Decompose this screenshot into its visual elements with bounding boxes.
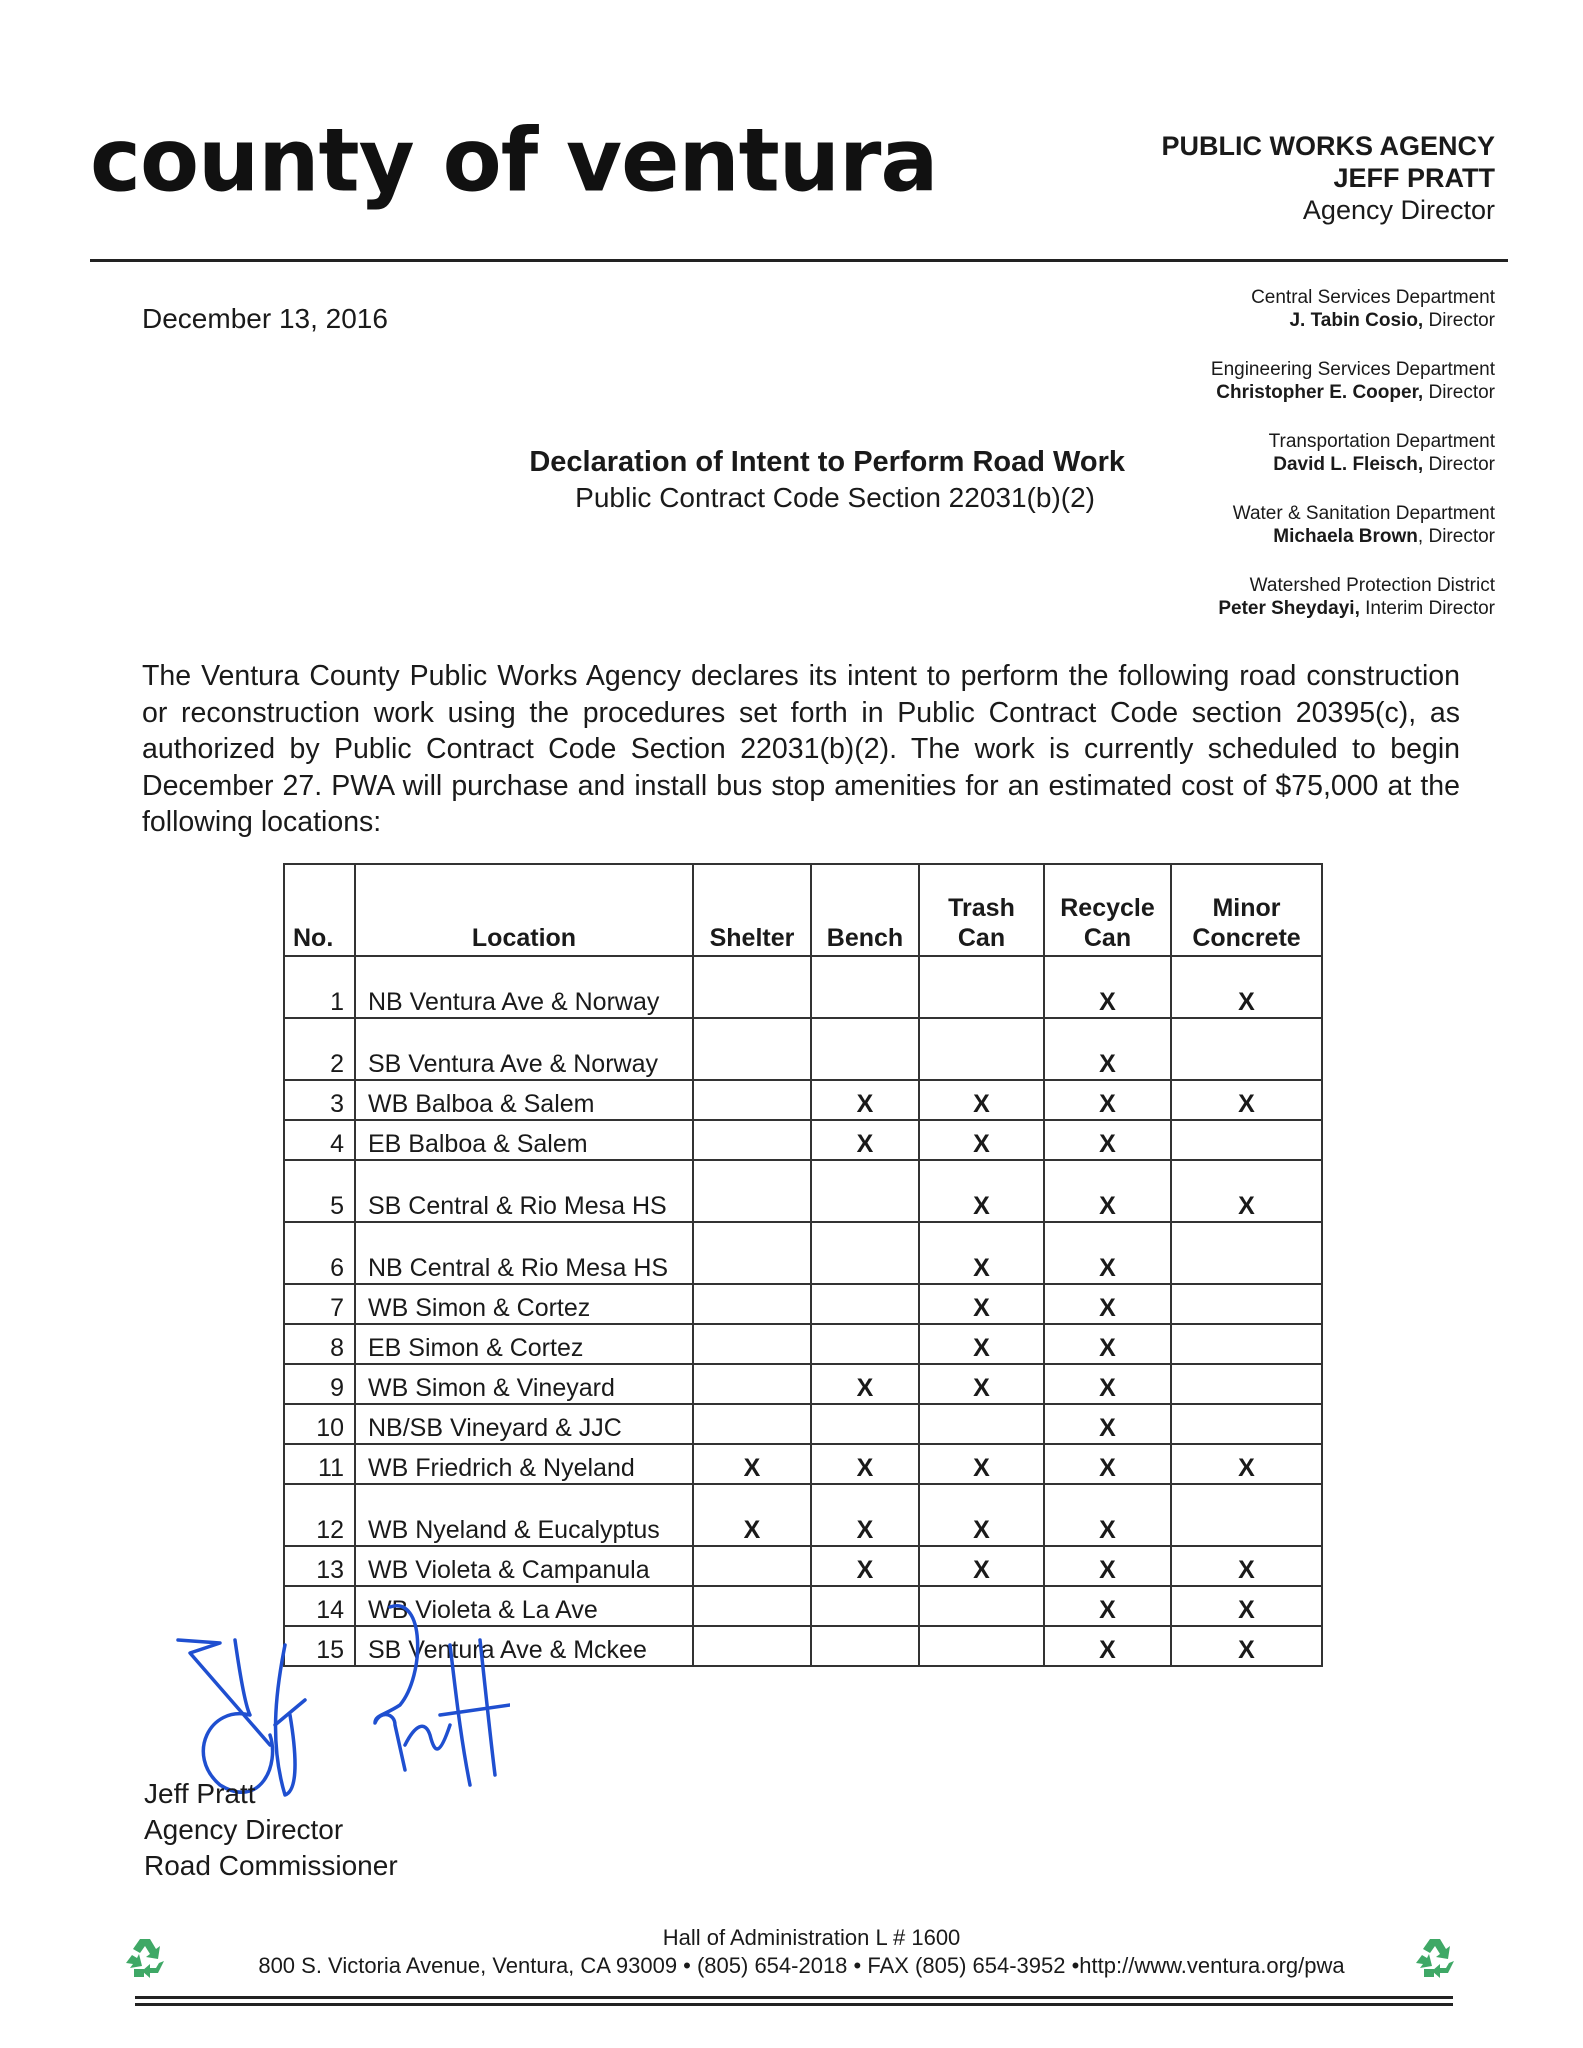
cell-recycle: X (1044, 1484, 1171, 1546)
table-row (284, 1484, 1322, 1546)
cell-minor: X (1171, 1444, 1322, 1484)
cell-shelter (693, 1284, 811, 1324)
cell-minor (1171, 1364, 1322, 1404)
cell-minor: X (1171, 1080, 1322, 1120)
agency-director-name: JEFF PRATT (1333, 163, 1495, 193)
table-row (284, 1364, 1322, 1404)
footer-divider (135, 2003, 1453, 2006)
cell-recycle: X (1044, 1284, 1171, 1324)
director-title: Director (1423, 454, 1495, 475)
agency-director-title: Agency Director (1302, 195, 1495, 225)
cell-trash (919, 1626, 1044, 1666)
cell-bench (811, 1324, 919, 1364)
director-title: , Director (1417, 526, 1495, 547)
row-location: WB Balboa & Salem (355, 1080, 693, 1120)
cell-recycle: X (1044, 1626, 1171, 1666)
signer-name: Jeff Pratt (144, 1778, 256, 1809)
cell-minor (1171, 1018, 1322, 1080)
footer-address: 800 S. Victoria Avenue, Ventura, CA 93009 • (805) 654-2018 • FAX (805) 654-3952 •http://www.ventura.org/pwa (258, 1953, 1345, 1978)
row-location: WB Friedrich & Nyeland (355, 1444, 693, 1484)
cell-trash (919, 1404, 1044, 1444)
department-entry (1211, 574, 1495, 620)
table-row (284, 1018, 1322, 1080)
header-bench: Bench (811, 864, 919, 956)
director-name: Peter Sheydayi, (1218, 598, 1360, 619)
cell-recycle: X (1044, 1364, 1171, 1404)
row-number: 6 (284, 1222, 355, 1284)
cell-trash: X (919, 1444, 1044, 1484)
header-trash-line2: Can (957, 924, 1006, 952)
table-row (284, 956, 1322, 1018)
row-location: EB Balboa & Salem (355, 1120, 693, 1160)
row-number: 12 (284, 1484, 355, 1546)
amenities-table (283, 863, 1323, 1667)
department-entry (1211, 286, 1495, 332)
cell-shelter (693, 1626, 811, 1666)
table-row (284, 1444, 1322, 1484)
cell-recycle: X (1044, 1404, 1171, 1444)
row-number: 13 (284, 1546, 355, 1586)
cell-trash: X (919, 1484, 1044, 1546)
row-location: SB Ventura Ave & Mckee (355, 1626, 693, 1666)
cell-bench (811, 1284, 919, 1324)
header-location: Location (355, 864, 693, 956)
cell-shelter: X (693, 1444, 811, 1484)
cell-recycle: X (1044, 1080, 1171, 1120)
cell-shelter (693, 1080, 811, 1120)
row-location: NB Central & Rio Mesa HS (355, 1222, 693, 1284)
row-number: 3 (284, 1080, 355, 1120)
cell-shelter (693, 1018, 811, 1080)
cell-recycle: X (1044, 1018, 1171, 1080)
cell-minor (1171, 1324, 1322, 1364)
table-row (284, 1080, 1322, 1120)
director-title: Interim Director (1359, 598, 1495, 619)
cell-recycle: X (1044, 956, 1171, 1018)
cell-minor: X (1171, 1160, 1322, 1222)
director-title: Director (1423, 310, 1495, 331)
director-name: Michaela Brown (1273, 526, 1418, 547)
cell-recycle: X (1044, 1444, 1171, 1484)
cell-trash: X (919, 1364, 1044, 1404)
row-location: SB Ventura Ave & Norway (355, 1018, 693, 1080)
row-number: 1 (284, 956, 355, 1018)
cell-bench (811, 956, 919, 1018)
cell-minor (1171, 1404, 1322, 1444)
cell-bench: X (811, 1546, 919, 1586)
cell-bench (811, 1626, 919, 1666)
header-shelter: Shelter (693, 864, 811, 956)
department-name: Transportation Department (1268, 431, 1495, 452)
cell-minor (1171, 1222, 1322, 1284)
header-minor-line2: Concrete (1192, 924, 1301, 952)
signer-block (144, 1776, 398, 1884)
cell-bench (811, 1404, 919, 1444)
header-recycle-line1: Recycle (1060, 894, 1155, 922)
cell-trash: X (919, 1080, 1044, 1120)
department-name: Water & Sanitation Department (1232, 503, 1495, 524)
cell-recycle: X (1044, 1120, 1171, 1160)
row-number: 15 (284, 1626, 355, 1666)
row-location: WB Simon & Vineyard (355, 1364, 693, 1404)
director-name: David L. Fleisch, (1273, 454, 1424, 475)
header-minor-concrete (1171, 864, 1322, 956)
county-logo: county of ventura (90, 110, 938, 212)
agency-block (1161, 130, 1495, 226)
department-entry (1211, 430, 1495, 476)
cell-shelter (693, 1404, 811, 1444)
row-number: 9 (284, 1364, 355, 1404)
row-number: 14 (284, 1586, 355, 1626)
table-row (284, 1120, 1322, 1160)
cell-minor: X (1171, 1586, 1322, 1626)
header-minor-line1: Minor (1212, 894, 1281, 922)
header-recycle-line2: Can (1083, 924, 1132, 952)
cell-recycle: X (1044, 1324, 1171, 1364)
table-row (284, 1324, 1322, 1364)
cell-minor: X (1171, 956, 1322, 1018)
department-name: Watershed Protection District (1249, 575, 1495, 596)
cell-shelter (693, 1364, 811, 1404)
cell-recycle: X (1044, 1586, 1171, 1626)
director-title: Director (1423, 382, 1495, 403)
row-location: SB Central & Rio Mesa HS (355, 1160, 693, 1222)
header-trash-line1: Trash (948, 894, 1015, 922)
cell-shelter (693, 1222, 811, 1284)
director-name: Christopher E. Cooper, (1216, 382, 1424, 403)
signer-title-2: Road Commissioner (144, 1850, 398, 1881)
row-location: NB/SB Vineyard & JJC (355, 1404, 693, 1444)
cell-bench (811, 1222, 919, 1284)
table-row (284, 1160, 1322, 1222)
body-paragraph: The Ventura County Public Works Agency declares its intent to perform the following road construction or reconstruction work using the procedures set forth in Public Contract Code section 20395(c), as authorized by Public Contract Code Section 22031(b)(2). The work is currently scheduled to begin December 27. PWA will purchase and install bus stop amenities for an estimated cost of $75,000 at the following locations: (142, 660, 1460, 838)
cell-bench: X (811, 1120, 919, 1160)
department-list (1211, 286, 1495, 646)
signer-title: Agency Director (144, 1814, 344, 1845)
cell-minor (1171, 1284, 1322, 1324)
cell-bench: X (811, 1444, 919, 1484)
cell-minor: X (1171, 1546, 1322, 1586)
table-row (284, 1404, 1322, 1444)
department-entry (1211, 502, 1495, 548)
header-trash-can (919, 864, 1044, 956)
document-subtitle: Public Contract Code Section 22031(b)(2) (575, 482, 1095, 513)
director-name: J. Tabin Cosio, (1289, 310, 1424, 331)
table-row (284, 1222, 1322, 1284)
row-location: EB Simon & Cortez (355, 1324, 693, 1364)
cell-shelter (693, 1546, 811, 1586)
cell-trash: X (919, 1546, 1044, 1586)
cell-trash: X (919, 1160, 1044, 1222)
table-header-row (284, 864, 1322, 956)
header-divider (90, 259, 1508, 262)
header-recycle-can (1044, 864, 1171, 956)
cell-trash (919, 1586, 1044, 1626)
cell-bench (811, 1018, 919, 1080)
cell-trash: X (919, 1284, 1044, 1324)
document-title-block (380, 444, 1125, 516)
row-number: 10 (284, 1404, 355, 1444)
row-location: WB Violeta & Campanula (355, 1546, 693, 1586)
row-number: 7 (284, 1284, 355, 1324)
agency-name: PUBLIC WORKS AGENCY (1161, 131, 1495, 161)
cell-shelter: X (693, 1484, 811, 1546)
letter-date: December 13, 2016 (142, 303, 388, 334)
row-location: NB Ventura Ave & Norway (355, 956, 693, 1018)
department-name: Central Services Department (1251, 287, 1495, 308)
document-title: Declaration of Intent to Perform Road Work (529, 446, 1125, 478)
cell-bench: X (811, 1484, 919, 1546)
table-row (284, 1546, 1322, 1586)
row-number: 11 (284, 1444, 355, 1484)
department-name: Engineering Services Department (1210, 359, 1495, 380)
cell-recycle: X (1044, 1160, 1171, 1222)
cell-bench: X (811, 1080, 919, 1120)
cell-minor (1171, 1120, 1322, 1160)
footer-building: Hall of Administration L # 1600 (662, 1925, 961, 1950)
cell-shelter (693, 1160, 811, 1222)
row-number: 8 (284, 1324, 355, 1364)
row-location: WB Simon & Cortez (355, 1284, 693, 1324)
row-location: WB Nyeland & Eucalyptus (355, 1484, 693, 1546)
cell-trash: X (919, 1120, 1044, 1160)
cell-shelter (693, 1120, 811, 1160)
row-number: 2 (284, 1018, 355, 1080)
footer-divider (135, 1996, 1453, 1999)
header-no: No. (284, 864, 355, 956)
cell-trash (919, 956, 1044, 1018)
signature-image (150, 1595, 510, 1805)
row-number: 5 (284, 1160, 355, 1222)
cell-bench: X (811, 1364, 919, 1404)
row-number: 4 (284, 1120, 355, 1160)
cell-bench (811, 1586, 919, 1626)
cell-shelter (693, 1586, 811, 1626)
cell-trash: X (919, 1222, 1044, 1284)
cell-recycle: X (1044, 1546, 1171, 1586)
table-row (284, 1284, 1322, 1324)
cell-trash (919, 1018, 1044, 1080)
cell-recycle: X (1044, 1222, 1171, 1284)
cell-shelter (693, 1324, 811, 1364)
cell-minor: X (1171, 1626, 1322, 1666)
cell-minor (1171, 1484, 1322, 1546)
department-entry (1211, 358, 1495, 404)
cell-shelter (693, 956, 811, 1018)
row-location: WB Violeta & La Ave (355, 1586, 693, 1626)
cell-trash: X (919, 1324, 1044, 1364)
cell-bench (811, 1160, 919, 1222)
